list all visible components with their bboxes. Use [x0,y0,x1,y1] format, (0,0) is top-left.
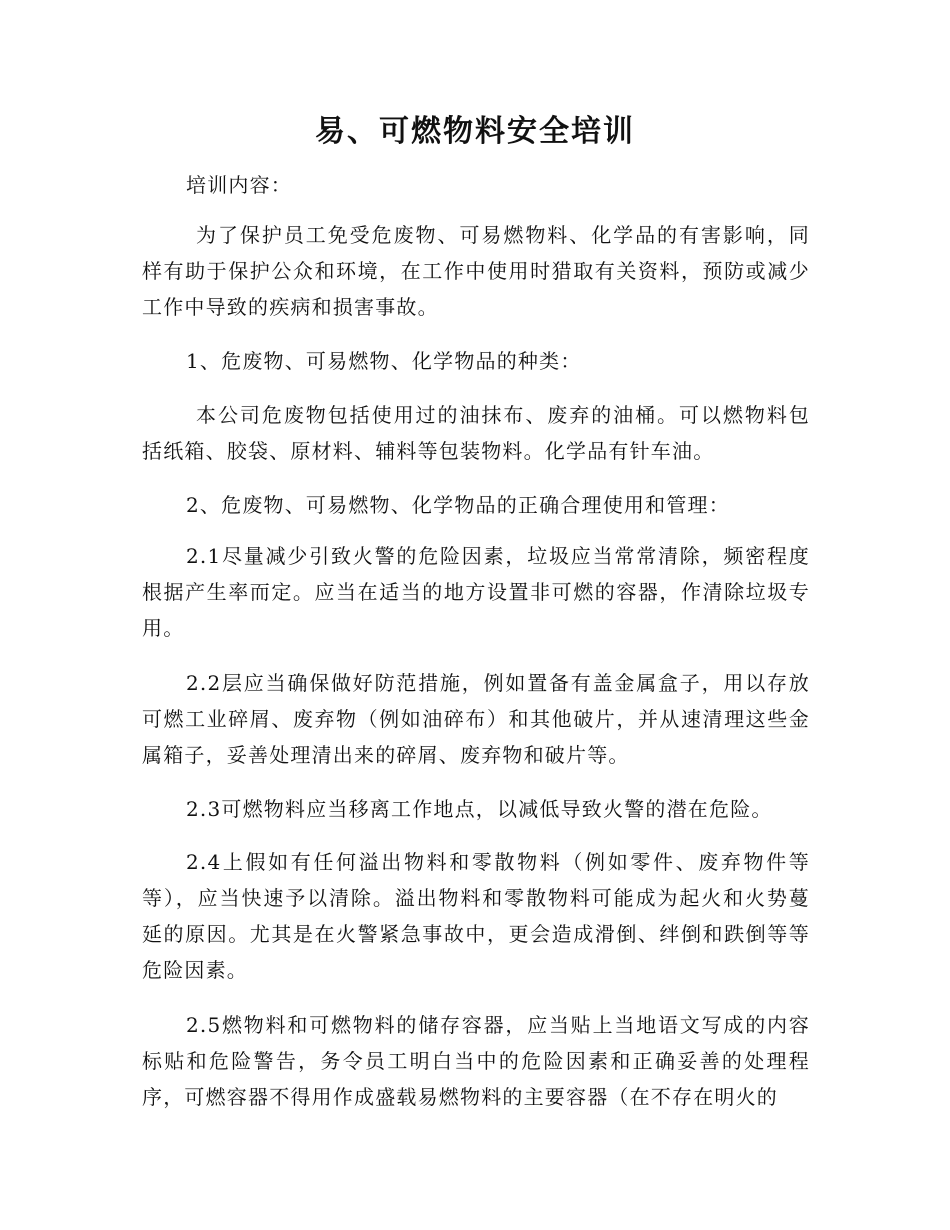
document-title: 易、可燃物料安全培训 [315,114,635,149]
paragraph-2-1: 2.1尽量减少引致火警的危险因素，垃圾应当常常清除，频密程度根据产生率而定。应当在适当的地方设置非可燃的容器，作清除垃圾专用。 [142,544,810,640]
paragraph-2-4: 2.4上假如有任何溢出物料和零散物料（例如零件、废弃物件等等），应当快速予以清除。溢出物料和零散物料可能成为起火和火势蔓延的原因。尤其是在火警紧急事故中，更会造成滑倒、绊倒和跌倒等等危险因素。 [142,850,810,982]
paragraph-2-5: 2.5燃物料和可燃物料的储存容器，应当贴上当地语文写成的内容标贴和危险警告，务令员工明白当中的危险因素和正确妥善的处理程序，可燃容器不得用作成盛载易燃物料的主要容器（在不存在明火的 [142,1013,810,1109]
paragraph-section-1-body: 本公司危废物包括使用过的油抹布、废弃的油桶。可以燃物料包括纸箱、胶袋、原材料、辅料等包装物料。化学品有针车油。 [142,403,810,463]
paragraph-2-3: 2.3可燃物料应当移离工作地点，以减低导致火警的潜在危险。 [186,797,773,821]
paragraph-section-1-heading: 1、危废物、可易燃物、化学物品的种类： [186,349,582,373]
paragraph-section-2-heading: 2、危废物、可易燃物、化学物品的正确合理使用和管理： [186,493,730,517]
paragraph-training-content-label: 培训内容： [186,173,292,197]
paragraph-2-2: 2.2层应当确保做好防范措施，例如置备有盖金属盒子，用以存放可燃工业碎屑、废弃物（例如油碎布）和其他破片，并从速清理这些金属箱子，妥善处理清出来的碎屑、废弃物和破片等。 [142,671,810,767]
paragraph-purpose: 为了保护员工免受危废物、可易燃物料、化学品的有害影响，同样有助于保护公众和环境，在工作中使用时猎取有关资料，预防或减少工作中导致的疾病和损害事故。 [142,223,810,319]
